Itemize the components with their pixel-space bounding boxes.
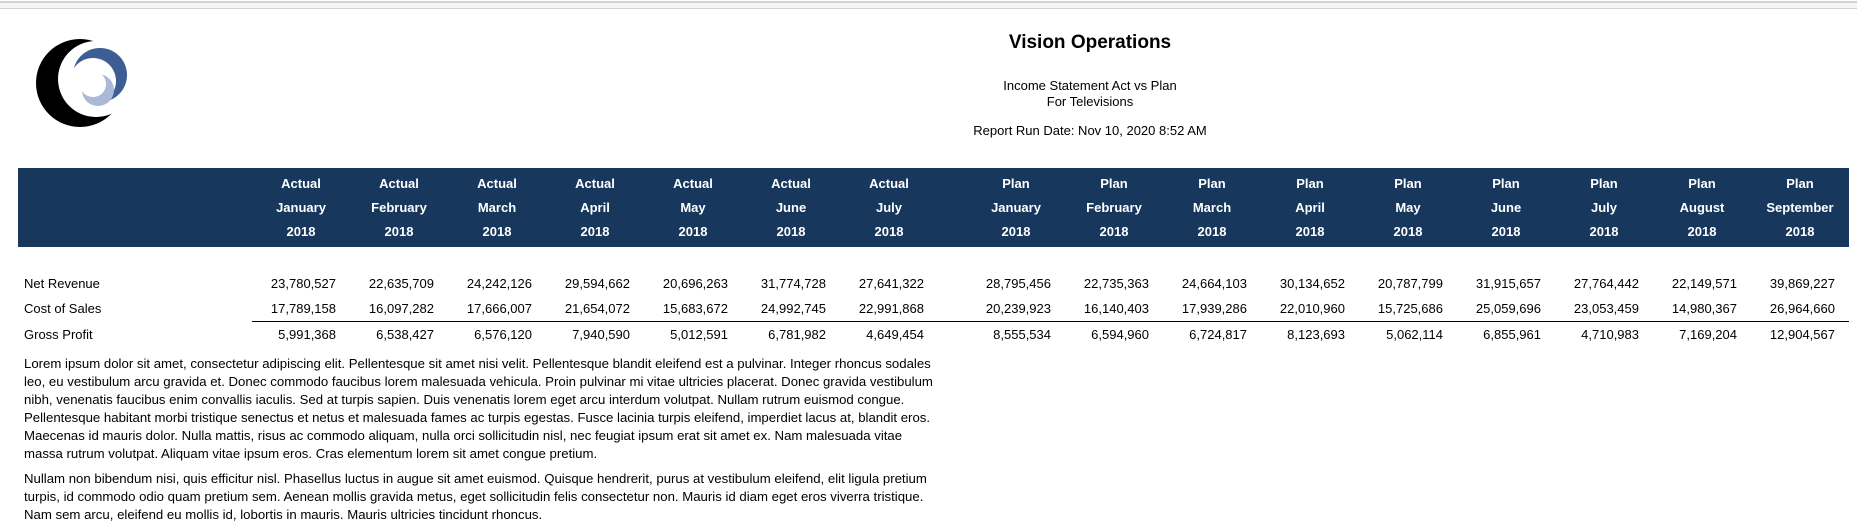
table-gap-row (18, 247, 1849, 271)
report-notes (24, 347, 942, 530)
cell-value: 25,059,696 (1475, 300, 1541, 316)
column-header-actual-february: Actual February 2018 (350, 168, 448, 247)
crescent-moons-logo (36, 28, 132, 138)
row-label: Net Revenue (24, 276, 100, 291)
header-row (18, 168, 1849, 247)
cell-value: 27,764,442 (1573, 276, 1639, 291)
column-header-plan-may: Plan May 2018 (1359, 168, 1457, 247)
column-header-actual-may: Actual May 2018 (644, 168, 742, 247)
cell-value: 26,964,660 (1769, 300, 1835, 316)
cell-value: 15,725,686 (1377, 300, 1443, 316)
cell-value: 5,062,114 (1359, 321, 1457, 348)
column-header-actual-june: Actual June 2018 (742, 168, 840, 247)
group-spacer-cell (938, 321, 967, 348)
column-header-actual-april: Actual April 2018 (546, 168, 644, 247)
report-subtitle-line2: For Televisions (1046, 94, 1134, 109)
cell-value: 21,654,072 (564, 300, 630, 316)
cell-value: 24,242,126 (466, 276, 532, 291)
column-header-plan-january: Plan January 2018 (967, 168, 1065, 247)
cell-value: 6,724,817 (1163, 321, 1261, 348)
cell-value: 27,641,322 (858, 276, 924, 291)
cell-value: 7,169,204 (1653, 321, 1751, 348)
page-title: Vision Operations (1008, 32, 1172, 53)
cell-value: 12,904,567 (1751, 321, 1849, 348)
cell-value: 24,664,103 (1181, 276, 1247, 291)
cell-value: 6,594,960 (1065, 321, 1163, 348)
cell-value: 8,555,534 (967, 321, 1065, 348)
cell-value: 5,991,368 (252, 321, 350, 348)
notes-paragraph-1: Lorem ipsum dolor sit amet, consectetur adipiscing elit. Pellentesque sit amet nisi velit. Pellentesque blandit eleifend est a pulvinar. Integer rhoncus sodales leo, eu vestibulum arcu gravida et. Donec commodo faucibus lorem malesuada vehicula. Proin pulvinar mi vitae ultricies placerat. Donec gravida vestibulum nibh, venenatis faucibus enim convallis iaculis. Sed at turpis sapien. Duis venenatis lorem eget arcu interdum volutpat. Nullam rutrum euismod congue. Pellentesque habitant morbi tristique senectus et netus et malesuada fames ac turpis egestas. Fusce lacinia turpis eleifend, imperdiet lacus at, blandit eros. Maecenas id mauris dolor. Nulla mattis, risus ac commodo aliquam, nulla orci sollicitudin nisl, nec feugiat ipsum erat sit amet ex. Nam malesuada vitae massa rutrum volutpat. Aliquam vitae ipsum eros. Cras elementum lorem sit amet congue pretium. (24, 356, 933, 461)
cell-value: 15,683,672 (662, 300, 728, 316)
row-label: Cost of Sales (24, 301, 102, 316)
cell-value: 6,781,982 (742, 321, 840, 348)
cell-value: 30,134,652 (1279, 276, 1345, 291)
row-label: Gross Profit (24, 327, 93, 342)
column-header-plan-june: Plan June 2018 (1457, 168, 1555, 247)
cell-value: 24,992,745 (760, 300, 826, 316)
table-header (18, 168, 1849, 247)
report-subtitle-line1: Income Statement Act vs Plan (1003, 78, 1177, 93)
income-statement-table-wrap (18, 168, 1849, 348)
report-header (840, 32, 1340, 139)
cell-value: 16,140,403 (1083, 300, 1149, 316)
cell-value: 29,594,662 (564, 276, 630, 291)
cell-value: 22,010,960 (1279, 300, 1345, 316)
cell-value: 22,735,363 (1083, 276, 1149, 291)
cell-value: 4,649,454 (840, 321, 938, 348)
group-spacer-cell (938, 271, 967, 296)
column-header-plan-february: Plan February 2018 (1065, 168, 1163, 247)
cell-value: 4,710,983 (1555, 321, 1653, 348)
cell-value: 31,915,657 (1475, 276, 1541, 291)
cell-value: 22,149,571 (1671, 276, 1737, 291)
column-header-actual-march: Actual March 2018 (448, 168, 546, 247)
cell-value: 23,780,527 (270, 276, 336, 291)
cell-value: 6,855,961 (1457, 321, 1555, 348)
cell-value: 22,991,868 (858, 300, 924, 316)
cell-value: 20,239,923 (985, 300, 1051, 316)
column-header-plan-august: Plan August 2018 (1653, 168, 1751, 247)
table-body (18, 247, 1849, 348)
column-header-plan-september: Plan September 2018 (1751, 168, 1849, 247)
cell-value: 22,635,709 (368, 276, 434, 291)
column-header-plan-march: Plan March 2018 (1163, 168, 1261, 247)
page-top-divider (0, 1, 1857, 9)
cell-value: 6,538,427 (350, 321, 448, 348)
cell-value: 16,097,282 (368, 300, 434, 316)
row-label-column-header (18, 168, 252, 247)
cell-value: 17,789,158 (270, 300, 336, 316)
column-header-actual-july: Actual July 2018 (840, 168, 938, 247)
notes-paragraph-2: Nullam non bibendum nisi, quis efficitur nisl. Phasellus luctus in augue sit amet euismod. Quisque hendrerit, purus at vestibulum eleifend, elit ligula pretium turpis, id commodo odio quam pretium sem. Aenean mollis gravida metus, eget sollicitudin felis consectetur non. Mauris id diam eget eros viverra tristique. Nam sem arcu, eleifend eu mollis id, lobortis in mauris. Mauris ultricies tincidunt rhoncus. (24, 471, 927, 522)
cell-value: 17,939,286 (1181, 300, 1247, 316)
cell-value: 39,869,227 (1769, 276, 1835, 291)
cell-value: 23,053,459 (1573, 300, 1639, 316)
cell-value: 20,787,799 (1377, 276, 1443, 291)
cell-value: 5,012,591 (644, 321, 742, 348)
table-row-cost-of-sales (18, 296, 1849, 321)
column-group-spacer (938, 168, 967, 247)
table-row-gross-profit (18, 321, 1849, 348)
report-run-date: Report Run Date: Nov 10, 2020 8:52 AM (973, 123, 1207, 138)
cell-value: 28,795,456 (985, 276, 1051, 291)
table-row-net-revenue (18, 271, 1849, 296)
income-statement-table (18, 168, 1849, 348)
column-header-plan-april: Plan April 2018 (1261, 168, 1359, 247)
cell-value: 14,980,367 (1671, 300, 1737, 316)
cell-value: 7,940,590 (546, 321, 644, 348)
cell-value: 17,666,007 (466, 300, 532, 316)
column-header-plan-july: Plan July 2018 (1555, 168, 1653, 247)
cell-value: 20,696,263 (662, 276, 728, 291)
cell-value: 6,576,120 (448, 321, 546, 348)
column-header-actual-january: Actual January 2018 (252, 168, 350, 247)
cell-value: 8,123,693 (1261, 321, 1359, 348)
group-spacer-cell (938, 296, 967, 321)
cell-value: 31,774,728 (760, 276, 826, 291)
